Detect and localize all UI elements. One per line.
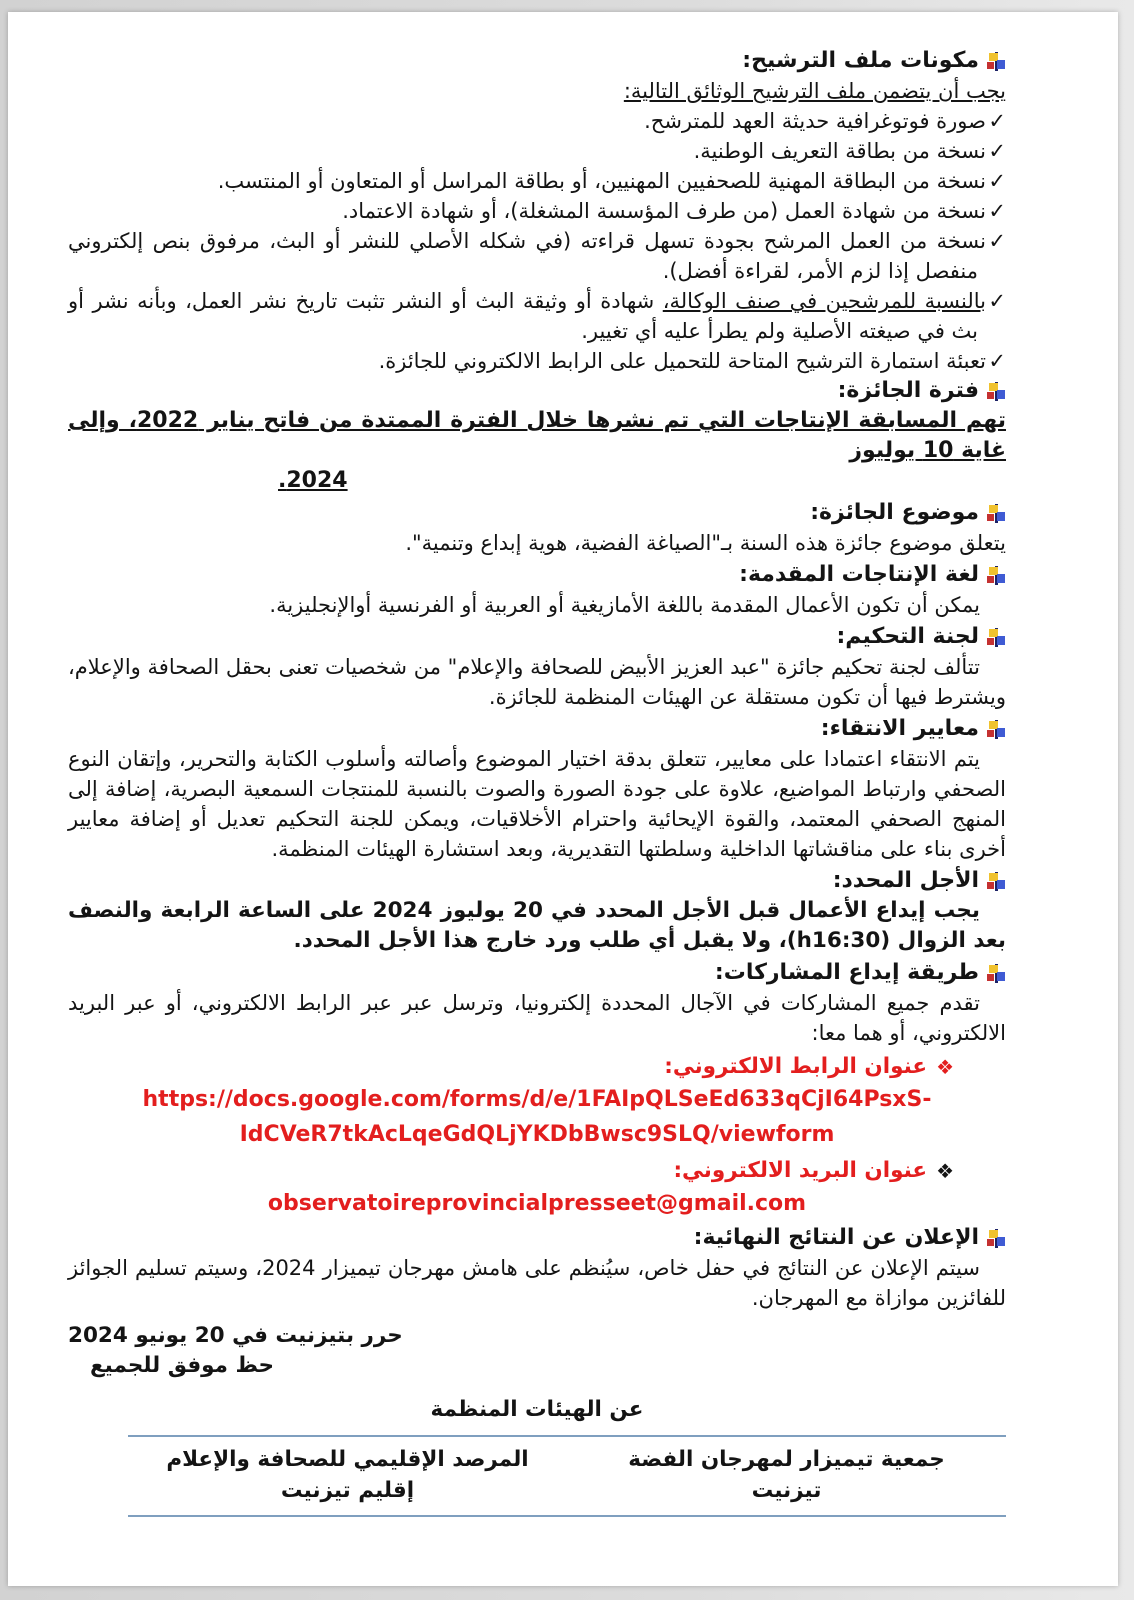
section-heading-label: موضوع الجائزة:: [810, 500, 979, 525]
section-heading-award-period: [68, 376, 1006, 406]
colorful-bullet-icon: [987, 504, 1006, 523]
checklist-item-text: نسخة من العمل المرشح بجودة تسهل قراءته (في شكله الأصلي للنشر أو البث، مرفوق بنص إلكتروني منفصل إذا لزم الأمر، لقراءة أفضل).: [68, 229, 986, 283]
section-heading-label: مكونات ملف الترشيح:: [742, 48, 979, 73]
section-heading-criteria: [68, 714, 1006, 744]
google-form-link-line1[interactable]: https://docs.google.com/forms/d/e/1FAIpQLSeEd633qCjI64PsxS-: [142, 1087, 932, 1112]
checklist-item-text: نسخة من شهادة العمل (من طرف المؤسسة المشغلة)، أو شهادة الاعتماد.: [342, 199, 986, 223]
section-heading-label: طريقة إيداع المشاركات:: [714, 960, 979, 985]
award-period-year: 2024.: [278, 468, 348, 493]
section-heading-award-subject: [68, 498, 1006, 528]
diamond-bullet-icon: ❖: [936, 1159, 954, 1183]
section-heading-submission: [68, 958, 1006, 988]
section-heading-deadline: [68, 866, 1006, 896]
colorful-bullet-icon: [987, 1229, 1006, 1248]
checklist-item-text: صورة فوتوغرافية حديثة العهد للمترشح.: [644, 109, 986, 133]
check-icon: ✓: [988, 109, 1006, 133]
colorful-bullet-icon: [987, 720, 1006, 739]
check-icon: ✓: [988, 289, 1006, 313]
section-heading-label: لجنة التحكيم:: [836, 624, 979, 649]
section-heading-jury: [68, 622, 1006, 652]
organizer-sub: إقليم تيزنيت: [280, 1478, 415, 1503]
colorful-bullet-icon: [987, 566, 1006, 585]
good-luck-line: حظ موفق للجميع: [90, 1353, 274, 1378]
checklist-item: [68, 106, 1006, 136]
document-page: [8, 12, 1118, 1586]
email-address-label-row: [68, 1156, 1006, 1186]
section-heading-label: لغة الإنتاجات المقدمة:: [739, 562, 979, 587]
checklist-item-text: نسخة من البطاقة المهنية للصحفيين المهنيين، أو بطاقة المراسل أو المتعاون أو المنتسب.: [217, 169, 986, 193]
google-form-link[interactable]: [68, 1082, 1006, 1152]
colorful-bullet-icon: [987, 52, 1006, 71]
deadline-text: يجب إيداع الأعمال قبل الأجل المحدد في 20 يوليوز 2024 على الساعة الرابعة والنصف بعد الزوال (h16:30)، ولا يقبل أي طلب ورد خارج هذا الأجل المحدد.: [68, 898, 1006, 953]
section-heading-label: معايير الانتقاء:: [820, 716, 979, 741]
contact-email[interactable]: observatoireprovincialpresseet@gmail.com: [267, 1191, 807, 1216]
checklist-item: [68, 136, 1006, 166]
organizer-sub: تيزنيت: [751, 1478, 822, 1503]
check-icon: ✓: [988, 139, 1006, 163]
checklist-item: [68, 286, 1006, 346]
award-period-text: تهم المسابقة الإنتاجات التي تم نشرها خلال الفترة الممتدة من فاتح يناير 2022، وإلى غاية 10 يوليوز: [68, 408, 1006, 463]
checklist-item: [68, 346, 1006, 376]
colorful-bullet-icon: [987, 872, 1006, 891]
section-heading-languages: [68, 560, 1006, 590]
colorful-bullet-icon: [987, 628, 1006, 647]
section-heading-label: الأجل المحدد:: [832, 868, 979, 893]
section-heading-label: فترة الجائزة:: [837, 378, 979, 403]
check-icon: ✓: [988, 229, 1006, 253]
criteria-text: يتم الانتقاء اعتمادا على معايير، تتعلق بدقة اختيار الموضوع وأصالته وأسلوب الكتابة والتحرير، وإتقان النوع الصحفي وارتباط المواضيع، علاوة على جودة الصورة والصوت بالنسبة للمنتجات السمعية البصرية، إضافة إلى المنهج الصحفي المعتمد، والقوة الإيحائية واحترام الأخلاقيات، ويمكن للجنة التحكيم تعديل أو إضافة معايير أخرى بناء على مناقشاتها الداخلية وسلطتها التقديرية، وبعد استشارة الهيئات المنظمة.: [68, 747, 1006, 861]
document-content: [8, 12, 1118, 1517]
nomination-file-intro: يجب أن يتضمن ملف الترشيح الوثائق التالية:: [623, 79, 1006, 103]
check-icon: ✓: [988, 349, 1006, 373]
results-text: سيتم الإعلان عن النتائج في حفل خاص، سيُنظم على هامش مهرجان تيميزار 2024، وسيتم تسليم الجوائز للفائزين موازاة مع المهرجان.: [68, 1256, 1006, 1310]
link-address-label: عنوان الرابط الالكتروني:: [664, 1054, 928, 1079]
google-form-link-line2[interactable]: IdCVeR7tkAcLqeGdQLjYKDbBwsc9SLQ/viewform: [239, 1122, 835, 1147]
submission-text: تقدم جميع المشاركات في الآجال المحددة إلكترونيا، وترسل عبر عبر الرابط الالكتروني، أو عبر البريد الالكتروني، أو هما معا:: [68, 991, 1006, 1045]
colorful-bullet-icon: [987, 964, 1006, 983]
section-heading-results: [68, 1223, 1006, 1253]
organizer-cell-timizar: [567, 1444, 1006, 1506]
jury-text: تتألف لجنة تحكيم جائزة "عبد العزيز الأبيض للصحافة والإعلام" من شخصيات تعنى بحقل الصحافة والإعلام، ويشترط فيها أن تكون مستقلة عن الهيئات المنظمة للجائزة.: [68, 655, 1006, 709]
organizers-title: عن الهيئات المنظمة: [430, 1397, 644, 1422]
check-icon: ✓: [988, 169, 1006, 193]
checklist-item: [68, 226, 1006, 286]
organizer-name: جمعية تيميزار لمهرجان الفضة: [628, 1447, 945, 1472]
checklist-item-text: نسخة من بطاقة التعريف الوطنية.: [693, 139, 986, 163]
checklist-item-underlined: بالنسبة للمرشحين في صنف الوكالة،: [662, 289, 986, 313]
organizer-name: المرصد الإقليمي للصحافة والإعلام: [166, 1447, 529, 1472]
checklist-item-text: تعبئة استمارة الترشيح المتاحة للتحميل على الرابط الالكتروني للجائزة.: [378, 349, 986, 373]
languages-text: يمكن أن تكون الأعمال المقدمة باللغة الأمازيغية أو العربية أو الفرنسية أوالإنجليزية.: [269, 593, 980, 617]
colorful-bullet-icon: [987, 382, 1006, 401]
email-address-label: عنوان البريد الالكتروني:: [673, 1158, 928, 1183]
section-heading-label: الإعلان عن النتائج النهائية:: [693, 1225, 979, 1250]
organizers-table: [128, 1435, 1006, 1517]
checklist-item: [68, 196, 1006, 226]
checklist-item-text: شهادة أو وثيقة البث أو النشر تثبت تاريخ نشر العمل، وبأنه نشر أو بث في صيغته الأصلية ولم يطرأ عليه أي تغيير.: [68, 289, 978, 343]
place-date-line: حرر بتيزنيت في 20 يونيو 2024: [68, 1323, 403, 1348]
organizer-cell-observatory: [128, 1444, 567, 1506]
checklist-item: [68, 166, 1006, 196]
section-heading-nomination-file: [68, 46, 1006, 76]
diamond-bullet-icon: ❖: [936, 1055, 954, 1079]
link-address-label-row: [68, 1052, 1006, 1082]
award-subject-text: يتعلق موضوع جائزة هذه السنة بـ"الصياغة الفضية، هوية إبداع وتنمية".: [405, 531, 1006, 555]
check-icon: ✓: [988, 199, 1006, 223]
